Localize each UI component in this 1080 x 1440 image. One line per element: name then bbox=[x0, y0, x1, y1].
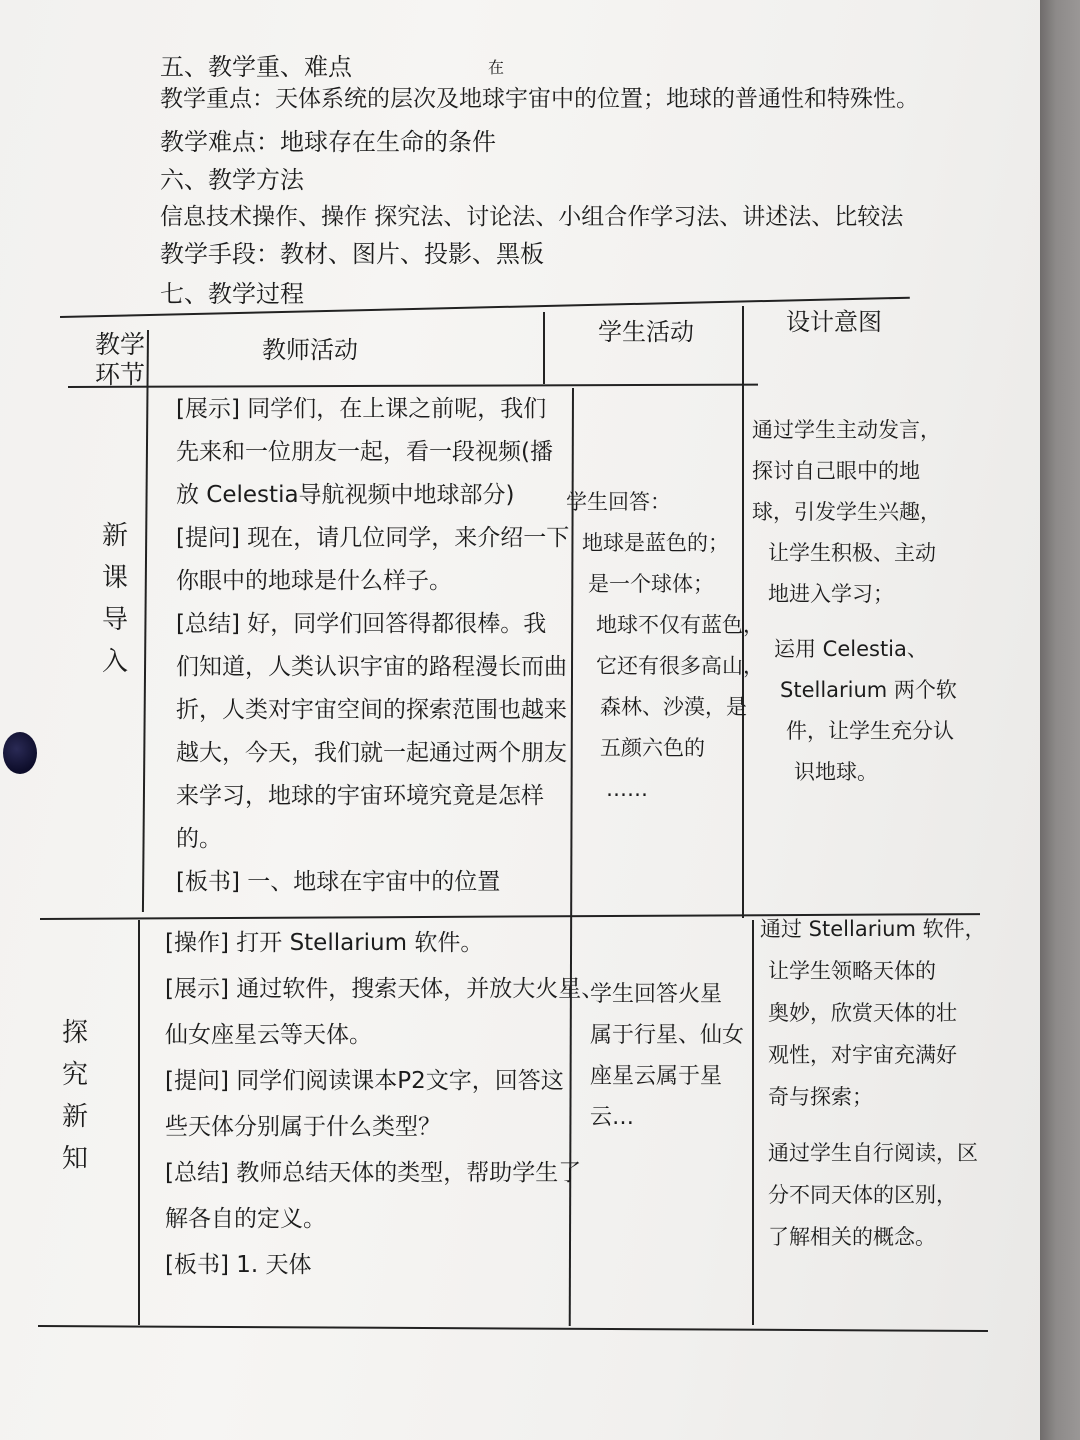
row2-student-line: 属于行星、仙女 bbox=[590, 1023, 745, 1048]
row1-student-line: 五颜六色的 bbox=[600, 736, 705, 760]
header-teacher: 教师活动 bbox=[262, 336, 358, 364]
row1-design-line: 探讨自己眼中的地 bbox=[752, 459, 920, 483]
row2-student-cell bbox=[590, 974, 744, 1138]
row1-student-line: …… bbox=[606, 777, 648, 801]
row1-student-line: 森林、沙漠，是 bbox=[600, 695, 747, 719]
row1-teacher-line: [板书] 一、地球在宇宙中的位置 bbox=[176, 869, 501, 895]
row2-teacher-line: [板书] 1. 天体 bbox=[165, 1252, 312, 1278]
row1-design-cell bbox=[752, 410, 957, 793]
row1-student-line: 是一个球体； bbox=[588, 572, 714, 596]
row1-teacher-line: 的。 bbox=[176, 826, 222, 852]
row2-teacher-line: [操作] 打开 Stellarium 软件。 bbox=[165, 930, 484, 956]
row1-student-line: 地球是蓝色的； bbox=[582, 531, 729, 555]
section-six-title: 六、教学方法 bbox=[160, 166, 304, 194]
means-line: 教学手段：教材、图片、投影、黑板 bbox=[160, 240, 544, 268]
row2-design-line: 让学生领略天体的 bbox=[768, 959, 936, 983]
row2-teacher-line: 解各自的定义。 bbox=[165, 1206, 326, 1232]
row1-design-line: 球，引发学生兴趣， bbox=[752, 500, 941, 524]
row2-stage: 探究新知 bbox=[61, 1018, 88, 1174]
header-stage: 教学环节 bbox=[94, 330, 145, 389]
col-divider-3b bbox=[752, 920, 754, 1325]
row1-teacher-line: 放 Celestia导航视频中地球部分) bbox=[176, 482, 515, 508]
row1-teacher-line: [展示] 同学们，在上课之前呢，我们 bbox=[176, 396, 547, 422]
row2-design-line: 奥妙，欣赏天体的壮 bbox=[768, 1001, 957, 1025]
col-divider-1b bbox=[138, 920, 140, 1325]
row1-design-line: 识地球。 bbox=[794, 760, 878, 784]
binder-hole bbox=[3, 732, 37, 774]
header-design: 设计意图 bbox=[786, 308, 882, 336]
methods-line: 信息技术操作、操作 探究法、讨论法、小组合作学习法、讲述法、比较法 bbox=[160, 204, 904, 230]
row1-design-line: Stellarium 两个软 bbox=[780, 678, 957, 702]
row2-teacher-line: [总结] 教师总结天体的类型，帮助学生了 bbox=[165, 1160, 582, 1186]
section-seven-title: 七、教学过程 bbox=[160, 280, 304, 308]
row1-teacher-line: 先来和一位朋友一起，看一段视频(播 bbox=[176, 439, 553, 465]
row1-teacher-line: [提问] 现在，请几位同学，来介绍一下 bbox=[176, 525, 570, 551]
row2-teacher-line: [展示] 通过软件，搜索天体，并放大火星、 bbox=[165, 976, 605, 1002]
row1-teacher-line: 们知道，人类认识宇宙的路程漫长而曲 bbox=[176, 654, 567, 680]
row1-student-line: 学生回答： bbox=[566, 490, 671, 514]
row1-design-line: 件，让学生充分认 bbox=[786, 719, 954, 743]
row1-teacher-cell bbox=[176, 388, 569, 904]
key-point-line: 教学重点：天体系统的层次及地球宇宙中的位置；地球的普通性和特殊性。 bbox=[160, 86, 919, 112]
difficult-point-line: 教学难点：地球存在生命的条件 bbox=[160, 128, 496, 156]
section-five-title: 五、教学重、难点 bbox=[160, 53, 352, 81]
row2-design-line: 了解相关的概念。 bbox=[768, 1225, 936, 1249]
row2-teacher-line: [提问] 同学们阅读课本P2文字，回答这 bbox=[165, 1068, 564, 1094]
row2-design-line: 通过学生自行阅读，区 bbox=[768, 1141, 978, 1165]
row1-design-line: 让学生积极、主动 bbox=[768, 541, 936, 565]
row2-student-line: 座星云属于星 bbox=[590, 1064, 723, 1089]
col-divider-2a bbox=[543, 312, 545, 384]
row1-design-line: 通过学生主动发言， bbox=[752, 418, 941, 442]
row1-student-cell bbox=[566, 482, 764, 810]
row2-student-line: 学生回答火星 bbox=[590, 982, 723, 1007]
row1-stage: 新课导入 bbox=[101, 521, 128, 677]
row1-teacher-line: 折，人类对宇宙空间的探索范围也越来 bbox=[176, 697, 567, 723]
row2-student-line: 云… bbox=[590, 1105, 635, 1130]
row1-student-line: 地球不仅有蓝色， bbox=[596, 613, 764, 637]
row2-design-line: 观性，对宇宙充满好 bbox=[768, 1043, 957, 1067]
row2-teacher-line: 些天体分别属于什么类型？ bbox=[165, 1114, 441, 1140]
row2-design-line: 奇与探索； bbox=[768, 1085, 873, 1109]
row1-teacher-line: [总结] 好，同学们回答得都很棒。我 bbox=[176, 611, 547, 637]
row1-design-line: 地进入学习； bbox=[768, 582, 894, 606]
row2-teacher-line: 仙女座星云等天体。 bbox=[165, 1022, 372, 1048]
page-edge bbox=[1040, 0, 1080, 1440]
row1-student-line: 它还有很多高山， bbox=[596, 654, 764, 678]
header-student: 学生活动 bbox=[598, 318, 694, 346]
row1-teacher-line: 你眼中的地球是什么样子。 bbox=[176, 568, 452, 594]
row2-teacher-cell bbox=[165, 920, 604, 1288]
row1-design-line: 运用 Celestia、 bbox=[774, 637, 928, 661]
row2-design-line: 分不同天体的区别， bbox=[768, 1183, 957, 1207]
row1-teacher-line: 越大，今天，我们就一起通过两个朋友 bbox=[176, 740, 567, 766]
row1-teacher-line: 来学习，地球的宇宙环境究竟是怎样 bbox=[176, 783, 544, 809]
insert-mark: 在 bbox=[488, 58, 505, 77]
row2-design-line: 通过 Stellarium 软件， bbox=[760, 917, 986, 941]
row2-design-cell bbox=[760, 908, 986, 1258]
